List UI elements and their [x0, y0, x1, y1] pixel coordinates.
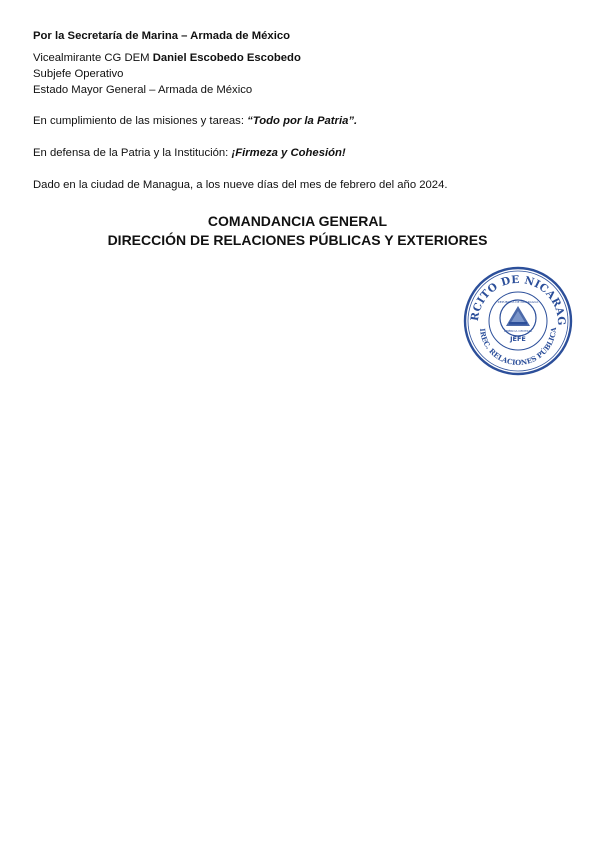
svg-text:AMÉRICA CENTRAL: AMÉRICA CENTRAL [503, 329, 533, 333]
svg-text:DIREC. RELACIONES PÚBLICAS: IREC. RELACIONES PÚBLICA [478, 326, 559, 368]
svg-text:JEFE: JEFE [510, 335, 526, 343]
official-seal [462, 265, 574, 377]
svg-text:EJÉRCITO DE NICARAGUA: RCITO DE NICARAG [468, 273, 568, 327]
office-title-line1: COMANDANCIA GENERAL [207, 213, 388, 229]
signatory-office: Estado Mayor General – Armada de México [33, 84, 253, 96]
office-title-line2: DIRECCIÓN DE RELACIONES PÚBLICAS Y EXTERIORES [107, 232, 488, 248]
signature-heading: Por la Secretaría de Marina – Armada de México [33, 30, 291, 42]
seal-stamp-icon [462, 265, 574, 377]
signatory-position: Subjefe Operativo [33, 68, 124, 80]
svg-text:REPÚBLICA DE NICARAGUA: REPÚBLICA DE NICARAGUA [497, 300, 539, 304]
motto-line-mission [33, 115, 357, 127]
date-line: Dado en la ciudad de Managua, a los nueve días del mes de febrero del año 2024. [33, 179, 448, 191]
motto-prefix: En defensa de la Patria y la Institución: [33, 147, 232, 159]
motto-text: ¡Firmeza y Cohesión! [231, 147, 346, 159]
signatory-line [33, 52, 301, 64]
motto-text: “Todo por la Patria”. [247, 115, 358, 127]
signatory-name: Daniel Escobedo Escobedo [152, 52, 301, 64]
motto-line-defense [33, 147, 346, 159]
motto-prefix: En cumplimiento de las misiones y tareas: [33, 115, 248, 127]
signatory-rank: Vicealmirante CG DEM [33, 52, 153, 64]
